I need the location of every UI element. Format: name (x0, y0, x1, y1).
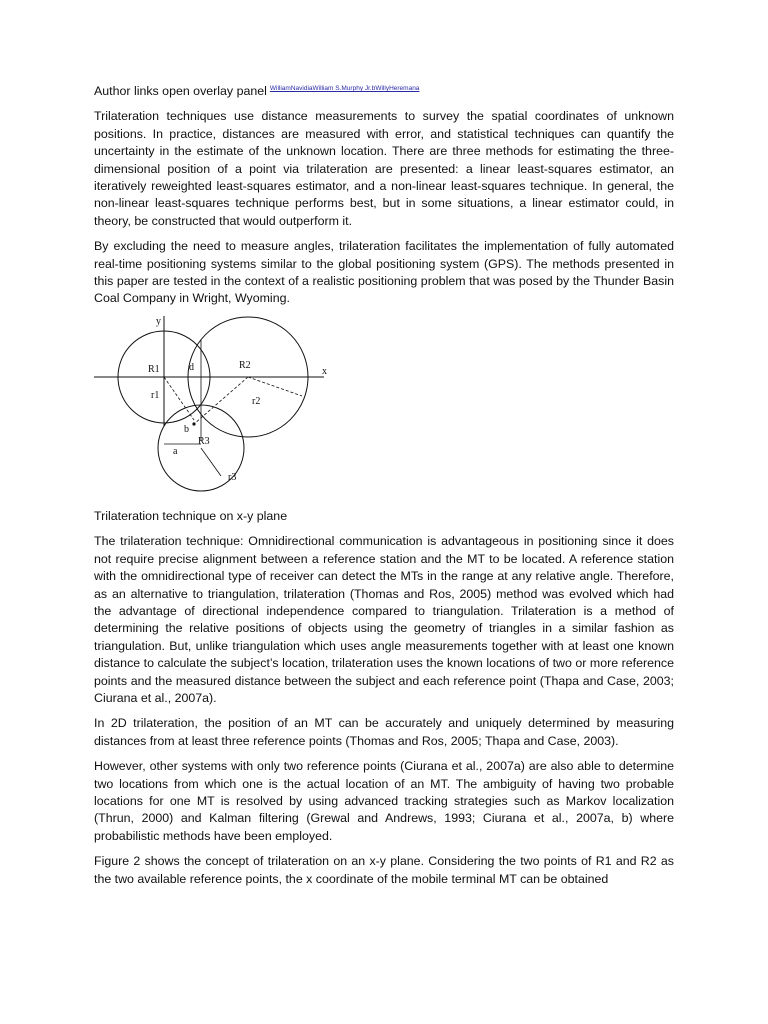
author-line (94, 80, 674, 100)
paragraph-gps: By excluding the need to measure angles, trilateration facilitates the implementation of fully automated real-time positioning systems similar to the global positioning system (GPS). The methods presented in this paper are tested in the context of a realistic positioning problem that was posed by the Thunder Basin Coal Company in Wright, Wyoming. (94, 239, 674, 306)
r2-radius-label: r2 (252, 395, 261, 407)
r2-center-label: R2 (239, 359, 251, 371)
paragraph-technique: The trilateration technique: Omnidirectional communication is advantageous in positioning since it does not require precise alignment between a reference station and the MT to be located. A reference station with the omnidirectional type of receiver can detect the MTs in the range at any relative angle. Therefore, as an alternative to triangulation, trilateration (Thomas and Ros, 2005) method was evolved which had the advantage of directional independence compared to triangulation. Trilateration is a method of determining the relative positions of objects using the geometry of triangles in a similar fashion as triangulation. But, unlike triangulation which uses angle measurements together with at least one known distance to calculate the subject’s location, trilateration uses the known locations of two or more reference points and the measured distance between the subject and each reference point (Thapa and Case, 2003; Ciurana et al., 2007a). (94, 534, 674, 705)
paragraph-2d: In 2D trilateration, the position of an MT can be accurately and uniquely determined by measuring distances from at least three reference points (Thomas and Ros, 2005; Thapa and Case, 2003). (94, 716, 674, 748)
r2-radius-line (194, 377, 248, 424)
r3-radius-line (201, 448, 221, 476)
trilateration-diagram (94, 316, 344, 498)
paragraph-figure2: Figure 2 shows the concept of trilateration on an x-y plane. Considering the two points of R1 and R2 as the two available reference points, the x coordinate of the mobile terminal MT can be obtained (94, 854, 674, 886)
paragraph-abstract: Trilateration techniques use distance measurements to survey the spatial coordinates of unknown positions. In practice, distances are measured with error, and statistical techniques can quantify the uncertainty in the estimate of the unknown location. There are three methods for estimating the three-dimensional position of a point via trilateration are presented: a linear least-squares estimator, an iteratively reweighted least-squares estimator, and a non-linear least-squares technique. In general, the non-linear least-squares technique performs best, but in some situations, a linear estimator could, in theory, be constructed that would outperform it. (94, 109, 674, 228)
b-label: b (184, 423, 189, 435)
a-label: a (173, 445, 178, 457)
document-page (94, 80, 674, 896)
author-links-label[interactable]: Author links open overlay panel (94, 84, 267, 98)
mt-point (192, 422, 195, 425)
r1-radius-line (164, 377, 194, 420)
r1-radius-label: r1 (151, 389, 160, 401)
x-axis-label: x (322, 365, 327, 377)
trilateration-figure (94, 316, 344, 498)
r3-center-label: R3 (198, 435, 210, 447)
r1-center-label: R1 (148, 363, 160, 375)
r3-radius-label: r3 (228, 471, 237, 483)
d-label: d (189, 361, 194, 373)
paragraph-two-points: However, other systems with only two reference points (Ciurana et al., 2007a) are also able to determine two locations from which one is the actual location of an MT. The ambiguity of having two probable locations for one MT is resolved by using advanced tracking strategies such as Markov localization (Thrun, 2000) and Kalman filtering (Grewal and Andrews, 1993; Ciurana et al., 2007a, b) where probabilistic methods have been employed. (94, 759, 674, 843)
figure-caption: Trilateration technique on x-y plane (94, 508, 288, 523)
author-names-link[interactable]: WilliamNavidiaWilliam S.Murphy Jr.bWillyHeremana (269, 85, 420, 92)
r2-radius-line-2 (248, 377, 302, 396)
y-axis-label: y (156, 315, 161, 327)
